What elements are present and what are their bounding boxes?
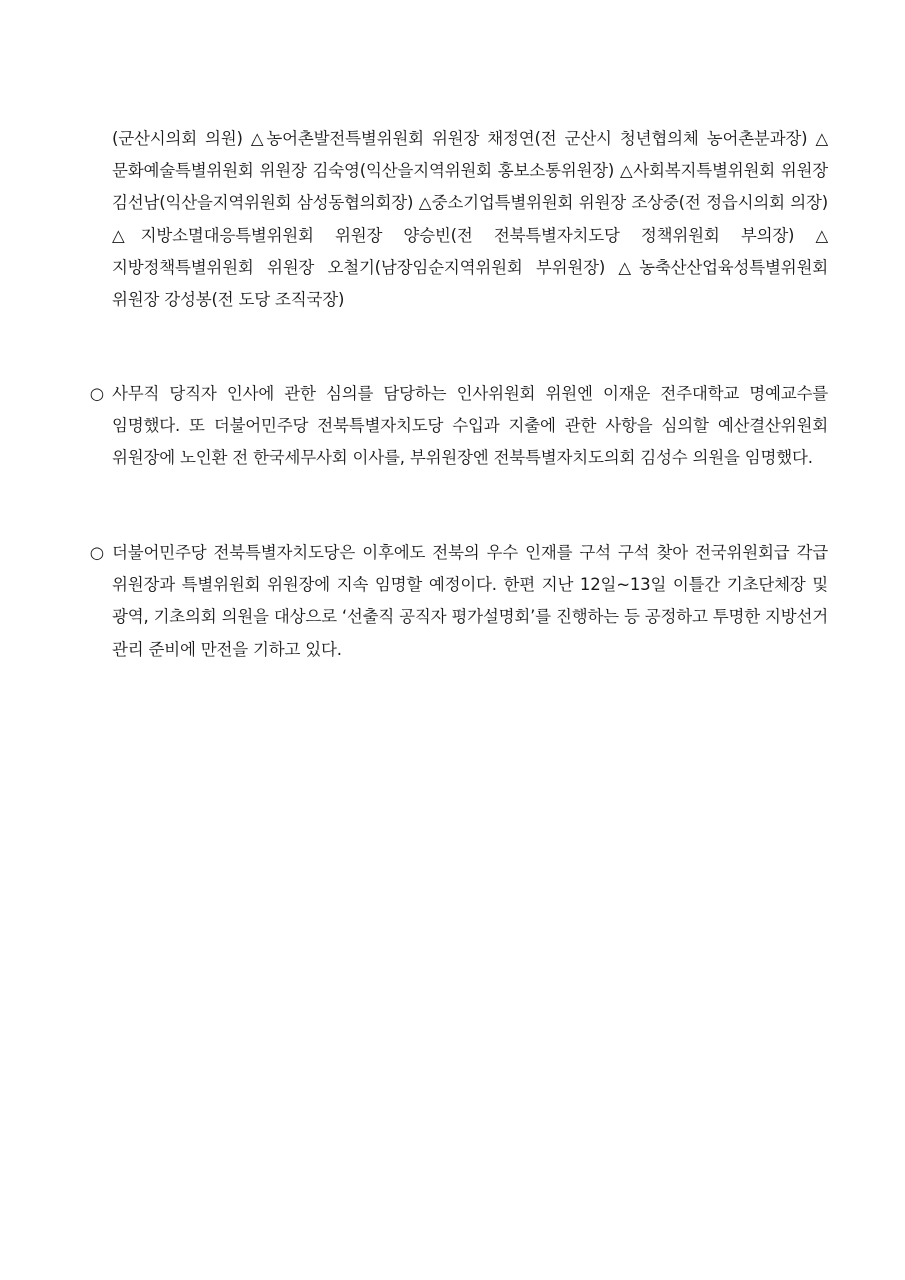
paragraph-personnel-appointments: 사무직 당직자 인사에 관한 심의를 담당하는 인사위원회 위원엔 이재운 전주대학교 명예교수를 임명했다. 또 더불어민주당 전북특별자치도당 수입과 지출에 관한 사항을 심의할 예산결산위원회 위원장에 노인환 전 한국세무사회 이사를, 부위원장엔 전북특별자치도의회 김성수 의원을 임명했다. <box>112 384 828 468</box>
paragraph-committee-list: (군산시의회 의원) △농어촌발전특별위원회 위원장 채정연(전 군산시 청년협의체 농어촌분과장) △문화예술특별위원회 위원장 김숙영(익산을지역위원회 홍보소통위원장) △사회복지특별위원회 위원장 김선남(익산을지역위원회 삼성동협의회장) △중소기업특별위원회 위원장 조상중(전 정읍시의회 의장) △지방소멸대응특별위원회 위원장 양승빈(전 전북특별자치도당 정책위원회 부의장) △지방정책특별위원회 위원장 오철기(남장임순지역위원회 부위원장) △농축산산업육성특별위원회 위원장 강성봉(전 도당 조직국장) <box>112 129 828 310</box>
bullet-circle-icon: ○ <box>89 384 105 403</box>
paragraph-future-plans: 더불어민주당 전북특별자치도당은 이후에도 전북의 우수 인재를 구석 구석 찾아 전국위원회급 각급 위원장과 특별위원회 위원장에 지속 임명할 예정이다. 한편 지난 12일~13일 이틀간 기초단체장 및 광역, 기초의회 의원을 대상으로 ‘선출직 공직자 평가설명회’를 진행하는 등 공정하고 투명한 지방선거 관리 준비에 만전을 기하고 있다. <box>112 543 828 659</box>
bullet-circle-icon: ○ <box>89 543 105 562</box>
